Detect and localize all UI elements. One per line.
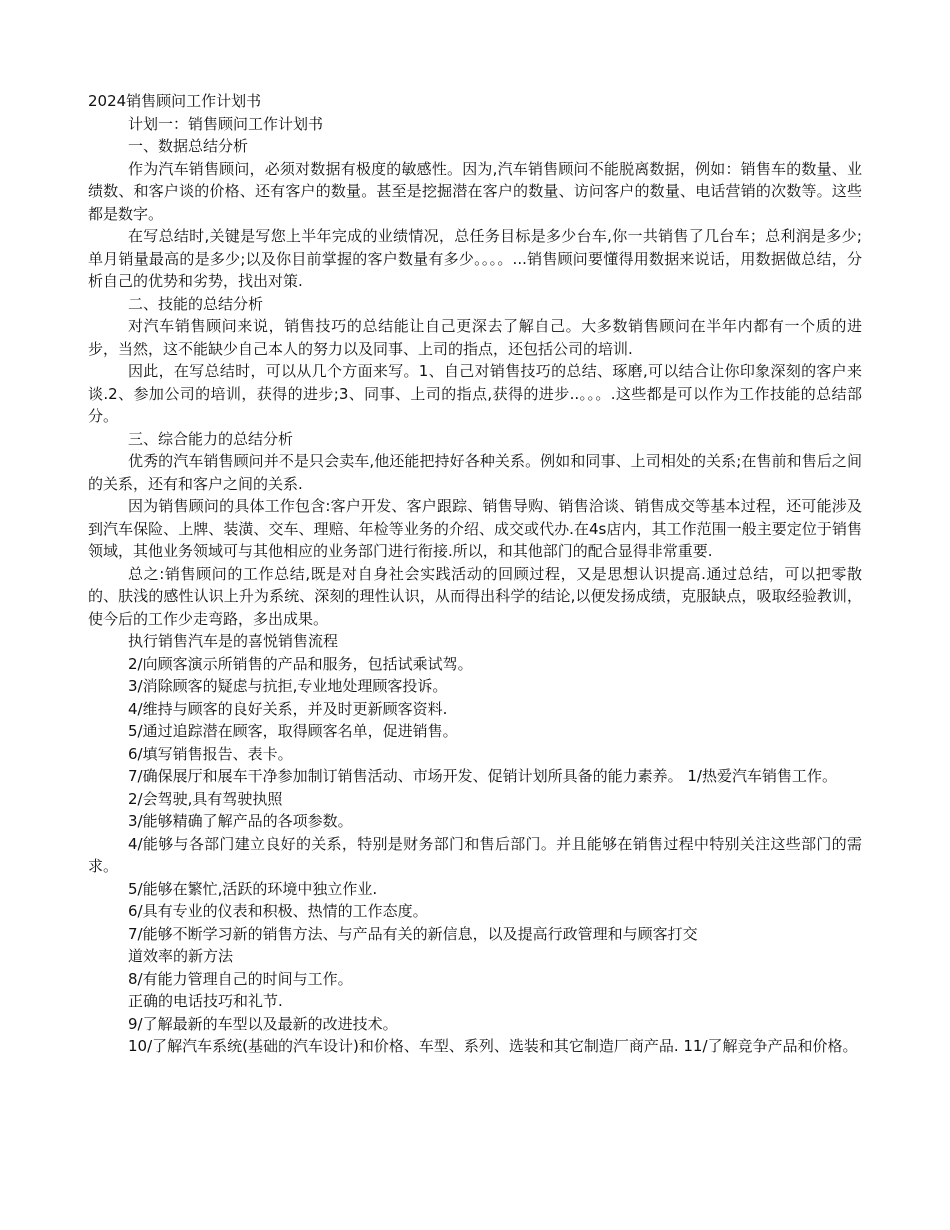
list-item: 5/能够在繁忙,活跃的环境中独立作业. [128, 879, 378, 898]
list-item: 道效率的新方法 [128, 947, 234, 965]
paragraph: 总之:销售顾问的工作总结,既是对自身社会实践活动的回顾过程，又是思想认识提高.通过总结，可以把零散的、肤浅的感性认识上升为系统、深刻的理性认识，从而得出科学的结论,以便发扬成绩，克服缺点，吸取经验教训，使今后的工作少走弯路，多出成果。 [88, 564, 862, 628]
list-item: 7/确保展厅和展车干净参加制订销售活动、市场开发、促销计划所具备的能力素养。 1/热爱汽车销售工作。 [128, 767, 837, 785]
list-heading: 执行销售汽车是的喜悦销售流程 [128, 632, 339, 650]
list-item: 正确的电话技巧和礼节. [128, 992, 283, 1010]
paragraph: 因此，在写总结时，可以从几个方面来写。1、自己对销售技巧的总结、琢磨,可以结合让你印象深刻的客户来谈.2、参加公司的培训，获得的进步;3、同事、上司的指点,获得的进步..。。。.这些都是可以作为工作技能的总结部分。 [88, 362, 862, 425]
plan-heading: 计划一：销售顾问工作计划书 [128, 114, 324, 133]
list-item: 8/有能力管理自己的时间与工作。 [128, 969, 353, 988]
paragraph: 在写总结时,关键是写您上半年完成的业绩情况，总任务目标是多少台车,你一共销售了几台车；总利润是多少;单月销量最高的是多少;以及你目前掌握的客户数量有多少。。。。...销售顾问要懂得用数据来说话，用数据做总结，分析自己的优势和劣势，找出对策. [88, 227, 862, 290]
paragraph: 优秀的汽车销售顾问并不是只会卖车,他还能把持好各种关系。例如和同事、上司相处的关系;在售前和售后之间的关系，还有和客户之间的关系. [88, 452, 862, 493]
list-item: 5/通过追踪潜在顾客，取得顾客名单，促进销售。 [128, 722, 458, 740]
paragraph: 对汽车销售顾问来说，销售技巧的总结能让自己更深去了解自己。大多数销售顾问在半年内都有一个质的进步，当然，这不能缺少自己本人的努力以及同事、上司的指点，还包括公司的培训. [88, 317, 862, 358]
list-item: 3/消除顾客的疑虑与抗拒,专业地处理顾客投诉。 [128, 677, 448, 695]
paragraph: 作为汽车销售顾问，必须对数据有极度的敏感性。因为,汽车销售顾问不能脱离数据，例如：销售车的数量、业绩数、和客户谈的价格、还有客户的数量。甚至是挖掘潜在客户的数量、访问客户的数量、电话营销的次数等。这些都是数字。 [88, 159, 862, 223]
section-heading-data: 一、数据总结分析 [128, 137, 249, 155]
list-item: 4/维持与顾客的良好关系，并及时更新顾客资料. [128, 699, 448, 718]
section-heading-ability: 三、综合能力的总结分析 [128, 429, 294, 448]
list-item: 7/能够不断学习新的销售方法、与产品有关的新信息，以及提高行政管理和与顾客打交 [128, 924, 698, 943]
section-heading-skills: 二、技能的总结分析 [128, 294, 264, 313]
list-item: 6/具有专业的仪表和积极、热情的工作态度。 [128, 902, 428, 920]
document-body [88, 90, 862, 1058]
list-item: 10/了解汽车系统(基础的汽车设计)和价格、车型、系列、选装和其它制造厂商产品. 11/了解竞争产品和价格。 [128, 1037, 858, 1055]
list-item: 6/填写销售报告、表卡。 [128, 744, 293, 763]
paragraph: 因为销售顾问的具体工作包含:客户开发、客户跟踪、销售导购、销售洽谈、销售成交等基本过程，还可能涉及到汽车保险、上牌、装潢、交车、理赔、年检等业务的介绍、成交或代办.在4s店内，其工作范围一般主要定位于销售领域，其他业务领域可与其他相应的业务部门进行衔接.所以，和其他部门的配合显得非常重要. [88, 497, 862, 560]
list-item: 4/能够与各部门建立良好的关系，特别是财务部门和售后部门。并且能够在销售过程中特别关注这些部门的需求。 [88, 834, 862, 875]
list-item: 3/能够精确了解产品的各项参数。 [128, 812, 353, 830]
document-title: 2024销售顾问工作计划书 [88, 92, 262, 110]
list-item: 2/向顾客演示所销售的产品和服务，包括试乘试驾。 [128, 654, 473, 673]
list-item: 9/了解最新的车型以及最新的改进技术。 [128, 1014, 398, 1033]
list-item: 2/会驾驶,具有驾驶执照 [128, 789, 283, 808]
